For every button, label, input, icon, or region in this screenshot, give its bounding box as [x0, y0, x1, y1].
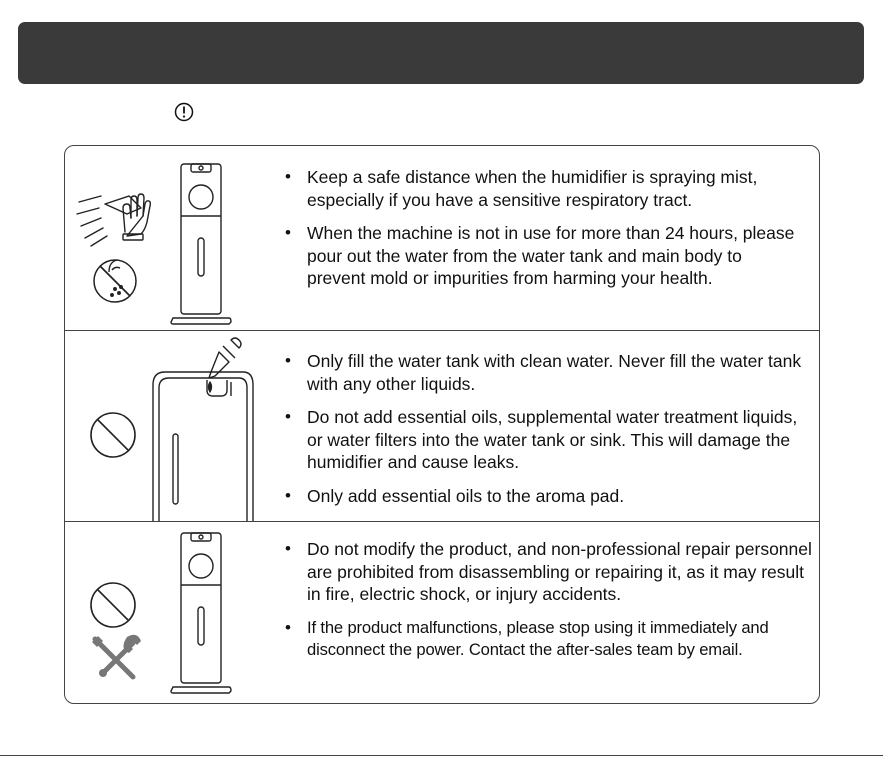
humidifier-icon — [171, 533, 231, 693]
caution-icon — [174, 102, 194, 122]
footer-divider — [0, 755, 883, 756]
bullet-item: • Do not modify the product, and non-professional repair personnel are prohibited from disassembling or repairing it, as it may result in fire, electric shock, or injury accidents. — [285, 538, 815, 606]
spray-hand-icon — [77, 194, 150, 246]
safety-section-mist — [65, 146, 819, 330]
dropper-icon — [209, 338, 242, 392]
prohibited-icon — [91, 413, 135, 457]
header-bar — [18, 22, 864, 84]
bullet-list — [285, 350, 805, 518]
prohibited-icon — [91, 583, 135, 627]
bullet-list — [285, 538, 815, 673]
humidifier-icon — [171, 164, 231, 324]
bullet-item: • Keep a safe distance when the humidifier is spraying mist, especially if you have a sensitive respiratory tract. — [285, 166, 805, 211]
bullet-list — [285, 166, 805, 301]
safety-section-repair — [65, 521, 819, 703]
safety-section-water — [65, 330, 819, 521]
bullet-item: • Do not add essential oils, supplemental water treatment liquids, or water filters into the water tank or sink. This will damage the humidifier and cause leaks. — [285, 406, 805, 474]
section-illustration — [65, 330, 265, 521]
bullet-item: • If the product malfunctions, please stop using it immediately and disconnect the power. Contact the after-sales team by email. — [285, 617, 815, 662]
tools-icon — [92, 635, 141, 677]
bullet-item: • When the machine is not in use for more than 24 hours, please pour out the water from the water tank and main body to prevent mold or impurities from harming your health. — [285, 222, 805, 290]
water-tank-icon — [153, 372, 253, 521]
bullet-item: • Only add essential oils to the aroma pad. — [285, 485, 805, 508]
bullet-item: • Only fill the water tank with clean water. Never fill the water tank with any other liquids. — [285, 350, 805, 395]
section-illustration — [65, 521, 265, 703]
section-illustration — [65, 146, 265, 330]
safety-panel — [64, 145, 820, 704]
no-spray-icon — [94, 260, 136, 302]
